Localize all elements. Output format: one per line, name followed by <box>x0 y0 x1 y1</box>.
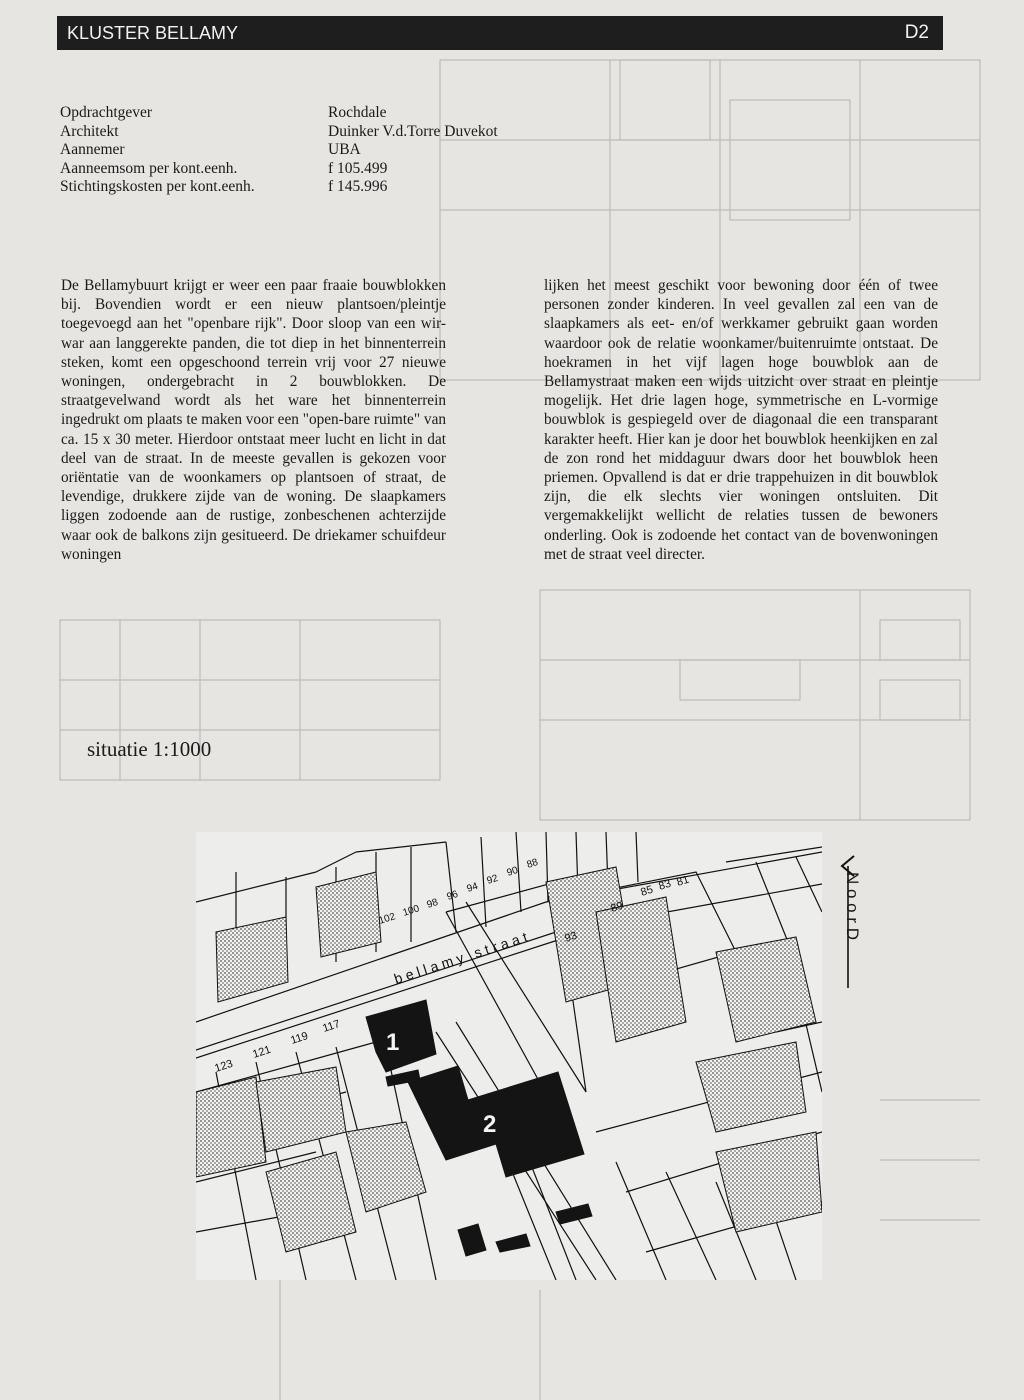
map-caption: situatie 1:1000 <box>87 737 212 761</box>
info-row <box>60 104 498 123</box>
house-number: 102 <box>377 911 397 927</box>
street-name: bellamy straat <box>391 927 534 987</box>
block-1-label: 1 <box>386 1029 400 1056</box>
house-number: 121 <box>251 1043 273 1061</box>
info-value: UBA <box>328 141 361 159</box>
info-row <box>60 141 498 160</box>
info-label: Opdrachtgever <box>60 104 153 121</box>
site-plan-map <box>196 832 822 1280</box>
body-text-right: lijken het meest geschikt voor bewoning door één of twee personen zonder kinderen. In veel gevallen zal een van de slaapkamers als eet- en/of werkkamer gebruikt gaan worden waardoor ook de relatie woonkamer/buitenruimte ontstaat. De hoekramen in het vijf lagen hoge bouwblok aan de Bellamystraat maken een wijds uitzicht over straat en pleintje mogelijk. Het drie lagen hoge, symmetrische en L-vormige bouwblok is gespiegeld over de diagonaal die een transparant karakter heeft. Hier kan je door het bouwblok heenkijken en zal de zon rond het middaguur dwars door het bouwblok heen priemen. Opvallend is dat er drie trappehuizen in dit bouwblok zijn, die elk slechts vier woningen ontsluiten. Dit vergemakkelijkt wellicht de relaties tussen de bewoners onderling. Ook is zodoende het contact van de bovenwoningen met de straat veel directer. <box>544 277 938 563</box>
info-value: f 145.996 <box>328 178 388 196</box>
north-arrow <box>836 852 860 992</box>
house-number: 117 <box>321 1018 342 1035</box>
info-label: Stichtingskosten per kont.eenh. <box>60 178 255 196</box>
house-number: 100 <box>401 903 421 919</box>
block-2-label: 2 <box>483 1111 497 1138</box>
house-number: 119 <box>289 1030 310 1047</box>
info-label: Architekt <box>60 122 119 140</box>
info-row <box>60 160 498 179</box>
project-info <box>60 104 498 197</box>
info-row <box>60 123 498 142</box>
info-value: Rochdale <box>328 104 387 121</box>
house-number: 81 <box>675 873 691 889</box>
house-number: 98 <box>425 896 440 911</box>
info-value: Duinker V.d.Torre Duvekot <box>328 122 498 140</box>
house-number: 85 <box>639 883 655 899</box>
header-title: KLUSTER BELLAMY <box>67 22 239 43</box>
house-number: 89 <box>609 899 625 915</box>
house-number: 88 <box>525 856 540 871</box>
info-label: Aannemer <box>60 141 125 159</box>
house-number: 83 <box>657 877 673 893</box>
page-code: D2 <box>904 22 929 43</box>
house-number: 90 <box>505 864 520 879</box>
house-number: 123 <box>213 1057 235 1075</box>
north-label: N o o r D <box>843 872 862 941</box>
body-text-left: De Bellamybuurt krijgt er weer een paar fraaie bouwblokken bij. Bovendien wordt er een nieuw plantsoen/pleintje toegevoegd aan het "openbare rijk". Door sloop van een wir-war aan langgerekte panden, die tot diep in het binnenterrein steken, komt een opgeschoond terrein vrij voor 27 nieuwe woningen, ondergebracht in 2 bouwblokken. De straatgevelwand wordt als het ware het binnenterrein ingedrukt om plaats te maken voor een "open-bare ruimte" van ca. 15 x 30 meter. Hierdoor ontstaat meer lucht en licht in dat deel van de straat. In de meeste gevallen is gekozen voor oriëntatie van de woonkamers op plantsoen of straat, de levendige, drukkere zijde van de woning. De slaapkamers liggen zodoende aan de rustige, zonbeschenen achterzijde waar ook de balkons zijn gesitueerd. De driekamer schuifdeur woningen <box>61 277 447 563</box>
house-number: 93 <box>563 929 579 945</box>
house-number: 94 <box>465 880 480 895</box>
house-number: 96 <box>445 888 460 903</box>
block-1 <box>366 1000 436 1072</box>
page-header <box>57 16 943 50</box>
info-label: Aanneemsom per kont.eenh. <box>60 159 238 177</box>
house-number: 92 <box>485 872 500 887</box>
info-value: f 105.499 <box>328 159 388 177</box>
info-row <box>60 178 498 197</box>
